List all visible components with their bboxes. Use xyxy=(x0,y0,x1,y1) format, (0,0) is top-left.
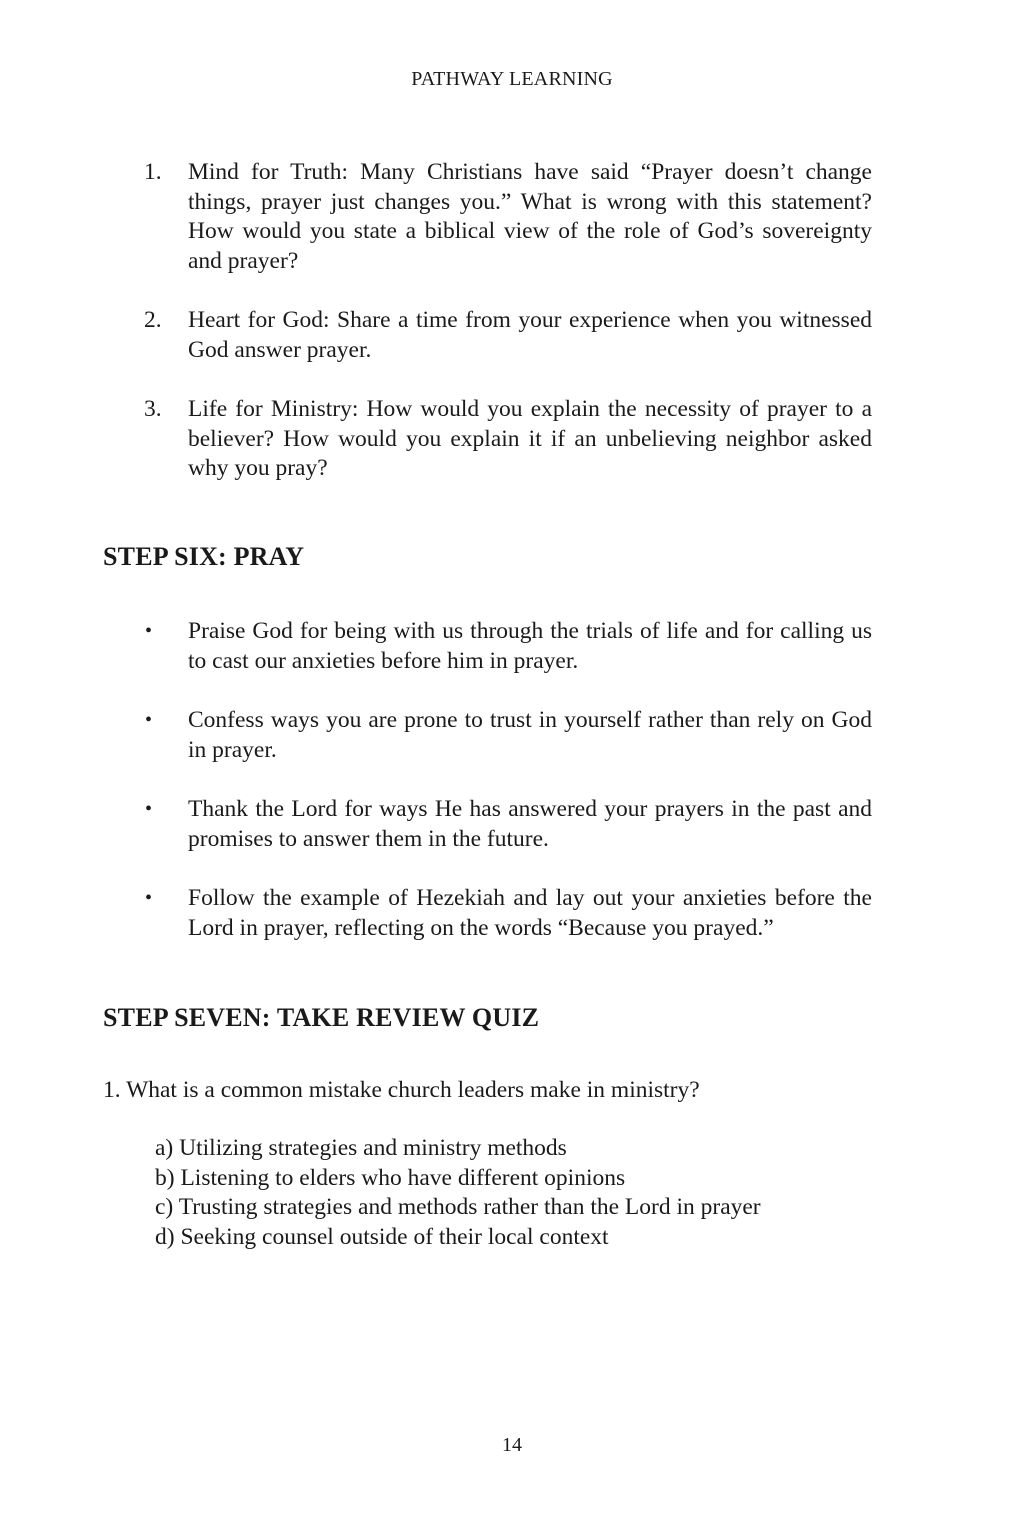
question-number: 2. xyxy=(144,307,162,333)
quiz-option-a: a) Utilizing strategies and ministry methods xyxy=(155,1135,567,1161)
prayer-point xyxy=(140,795,872,854)
quiz-option-list xyxy=(155,1134,761,1252)
question-text: Mind for Truth: Many Christians have said “Prayer doesn’t change things, prayer just changes you.” What is wrong with this statement? How would you state a biblical view of the role of God’s sovereignty and prayer? xyxy=(188,159,872,274)
prayer-point-text: Thank the Lord for ways He has answered your prayers in the past and promises to answer them in the future. xyxy=(188,796,872,852)
prayer-point-text: Confess ways you are prone to trust in yourself rather than rely on God in prayer. xyxy=(188,707,872,763)
bullet-icon: • xyxy=(145,798,153,820)
page-number: 14 xyxy=(502,1434,522,1456)
question-number: 1. xyxy=(144,159,162,185)
question-number: 3. xyxy=(144,396,162,422)
prayer-point xyxy=(140,884,872,943)
bullet-icon: • xyxy=(145,620,153,642)
quiz-option-b: b) Listening to elders who have different opinions xyxy=(155,1164,626,1191)
quiz-option-d: d) Seeking counsel outside of their local context xyxy=(155,1223,609,1250)
step-seven-heading: STEP SEVEN: TAKE REVIEW QUIZ xyxy=(103,1003,540,1032)
prayer-point xyxy=(140,617,872,676)
bullet-icon: • xyxy=(145,887,153,909)
bullet-icon: • xyxy=(145,709,153,731)
quiz-option-c: c) Trusting strategies and methods rather than the Lord in prayer xyxy=(155,1194,761,1220)
question-text: Life for Ministry: How would you explain the necessity of prayer to a believer? How would you explain it if an unbelieving neighbor asked why you pray? xyxy=(188,396,872,481)
discussion-question xyxy=(140,395,872,484)
discussion-question-list xyxy=(140,158,872,514)
quiz-question: 1. What is a common mistake church leaders make in ministry? xyxy=(103,1077,700,1103)
question-text: Heart for God: Share a time from your experience when you witnessed God answer prayer. xyxy=(188,307,872,363)
prayer-point xyxy=(140,706,872,765)
discussion-question xyxy=(140,158,872,276)
prayer-point-list xyxy=(140,617,872,973)
step-six-heading: STEP SIX: PRAY xyxy=(103,542,305,571)
discussion-question xyxy=(140,306,872,365)
prayer-point-text: Praise God for being with us through the trials of life and for calling us to cast our anxieties before him in prayer. xyxy=(188,618,872,674)
running-header: PATHWAY LEARNING xyxy=(411,68,613,90)
prayer-point-text: Follow the example of Hezekiah and lay out your anxieties before the Lord in prayer, reflecting on the words “Because you prayed.” xyxy=(188,885,872,941)
